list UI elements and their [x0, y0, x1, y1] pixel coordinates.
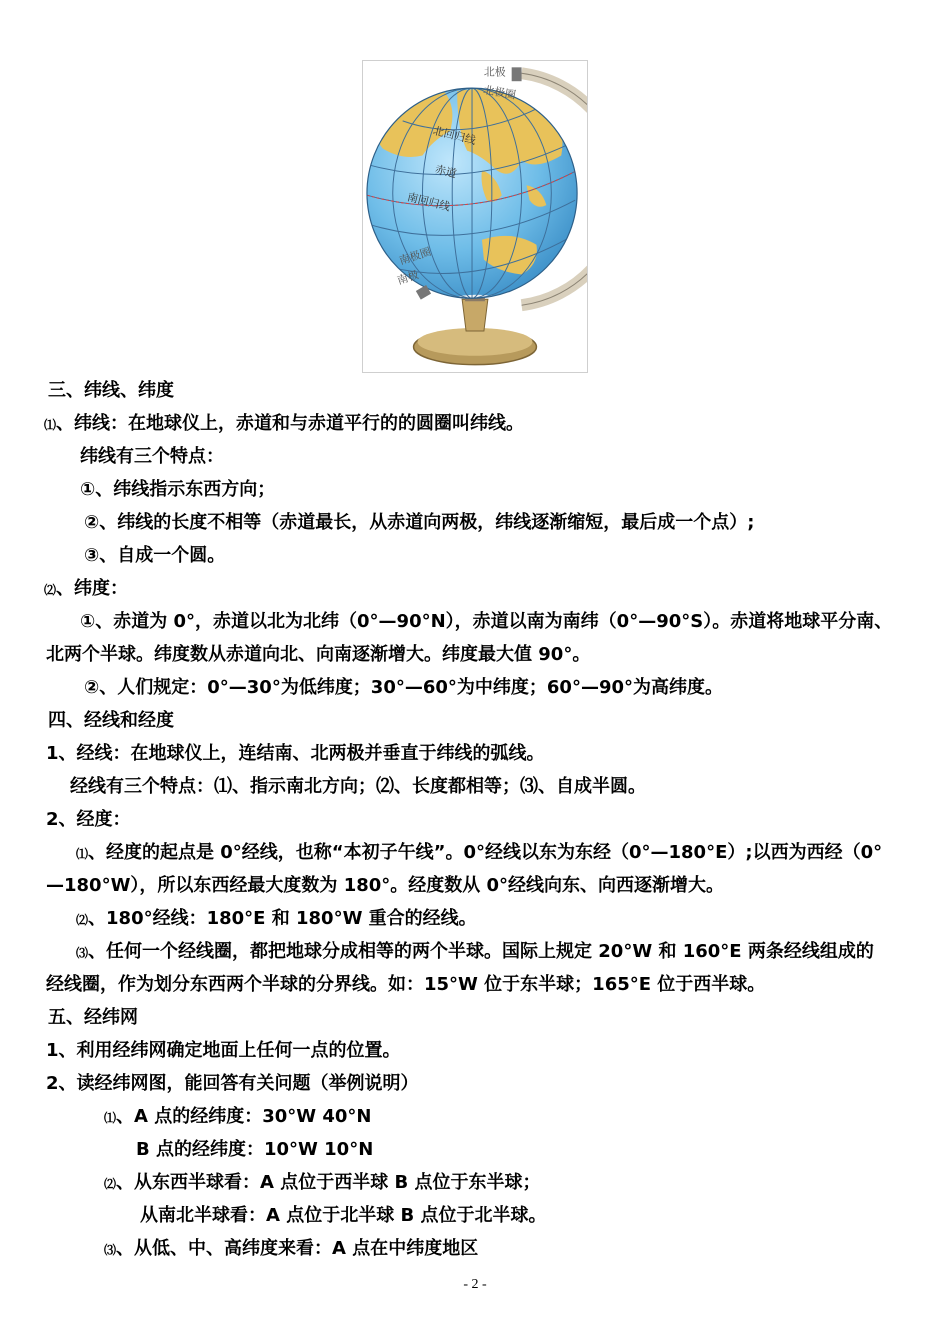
list-item: ③、自成一个圆。: [84, 545, 226, 566]
section-heading-graticule: 五、经纬网: [48, 1007, 138, 1028]
globe-illustration: [363, 61, 587, 372]
label-antarctic-circle: 南极圈: [397, 244, 433, 268]
section-heading-longitude: 四、经线和经度: [48, 710, 174, 731]
paragraph: 从南北半球看：A 点位于北半球 B 点位于北半球。: [140, 1205, 547, 1226]
paragraph: 经线有三个特点：⑴、指示南北方向；⑵、长度都相等；⑶、自成半圆。: [70, 776, 646, 797]
paragraph: ⑶、从低、中、高纬度来看：A 点在中纬度地区: [104, 1238, 479, 1259]
label-north-pole: 北极: [483, 65, 506, 79]
list-item: ②、纬线的长度不相等（赤道最长，从赤道向两极，纬线逐渐缩短，最后成一个点）;: [84, 512, 755, 533]
label-tropic-capricorn: 南回归线: [405, 190, 452, 214]
paragraph: 2、经度：: [46, 809, 131, 830]
paragraph: B 点的经纬度：10°W 10°N: [136, 1139, 374, 1160]
paragraph: —180°W），所以东西经最大度数为 180°。经度数从 0°经线向东、向西逐渐增大。: [46, 875, 725, 896]
paragraph: 1、经线：在地球仪上，连结南、北两极并垂直于纬线的弧线。: [46, 743, 545, 764]
paragraph: 纬线有三个特点：: [80, 446, 224, 467]
paragraph: ⑶、任何一个经线圈，都把地球分成相等的两个半球。国际上规定 20°W 和 160°E 两条经线组成的: [76, 941, 874, 962]
paragraph: 1、利用经纬网确定地面上任何一点的位置。: [46, 1040, 401, 1061]
paragraph: ⑴、A 点的经纬度：30°W 40°N: [104, 1106, 372, 1127]
paragraph: ⑴、纬线：在地球仪上，赤道和与赤道平行的的圆圈叫纬线。: [44, 413, 525, 434]
section-heading-latitude: 三、纬线、纬度: [48, 380, 174, 401]
paragraph: ⑵、纬度：: [44, 578, 129, 599]
label-equator: 赤道: [433, 162, 458, 181]
paragraph: ⑴、经度的起点是 0°经线，也称“本初子午线”。0°经线以东为东经（0°—180°E）;以西为西经（0°: [76, 842, 883, 863]
paragraph: 2、读经纬网图，能回答有关问题（举例说明）: [46, 1073, 419, 1094]
label-arctic-circle: 北极圈: [482, 83, 517, 102]
paragraph: 北两个半球。纬度数从赤道向北、向南逐渐增大。纬度最大值 90°。: [46, 644, 591, 665]
list-item: ②、人们规定：0°—30°为低纬度；30°—60°为中纬度；60°—90°为高纬度。: [84, 677, 724, 698]
page-number: - 2 -: [463, 1277, 487, 1292]
list-item: ①、纬线指示东西方向；: [80, 479, 276, 500]
label-south-pole: 南极: [395, 268, 421, 288]
paragraph: ⑵、180°经线：180°E 和 180°W 重合的经线。: [76, 908, 477, 929]
list-item: ①、赤道为 0°，赤道以北为北纬（0°—90°N），赤道以南为南纬（0°—90°S）。赤道将地球平分南、: [80, 611, 893, 632]
globe-stand: [462, 299, 488, 331]
label-tropic-cancer: 北回归线: [431, 124, 478, 148]
paragraph: ⑵、从东西半球看：A 点位于西半球 B 点位于东半球；: [104, 1172, 541, 1193]
globe-figure: [362, 60, 588, 373]
paragraph: 经线圈，作为划分东西两个半球的分界线。如：15°W 位于东半球；165°E 位于西半球。: [46, 974, 766, 995]
